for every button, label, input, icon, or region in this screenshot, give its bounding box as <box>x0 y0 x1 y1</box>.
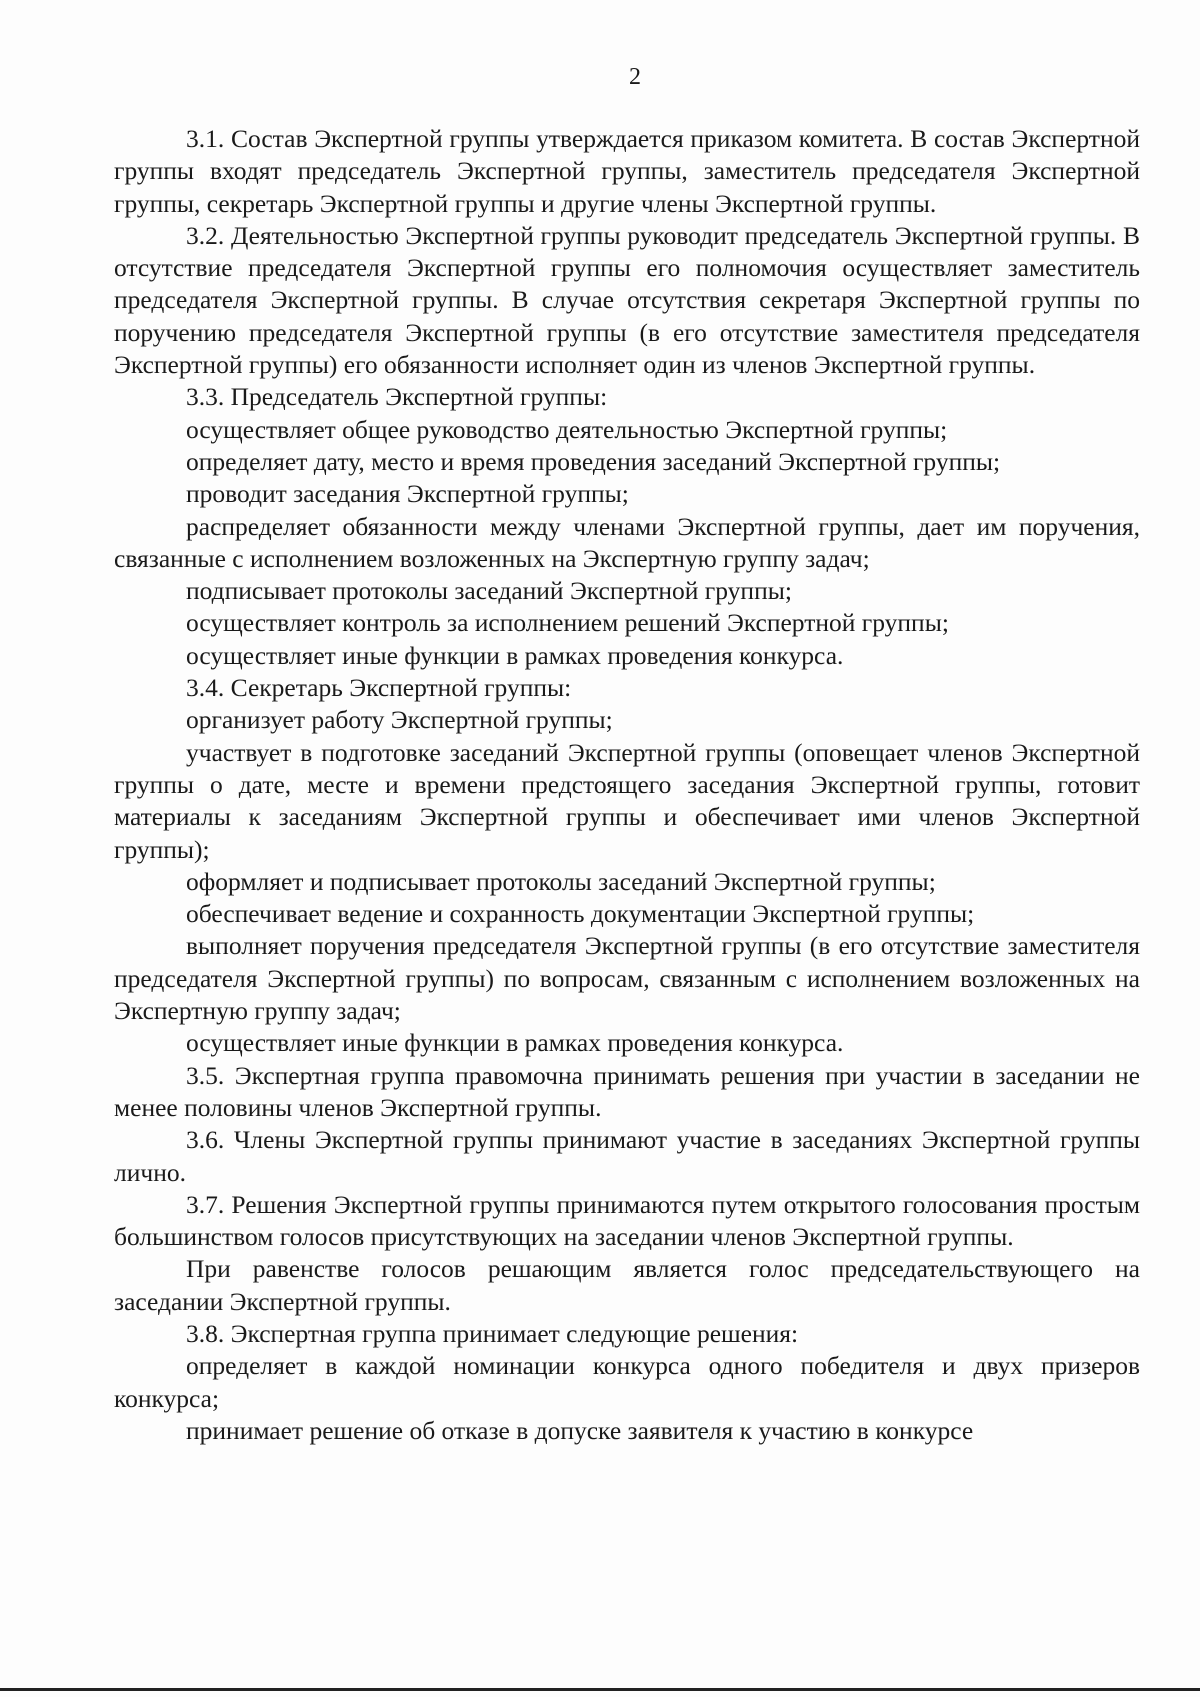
list-item: определяет в каждой номинации конкурса одного победителя и двух призеров конкурса; <box>114 1351 1140 1413</box>
document-body <box>114 123 1140 1447</box>
paragraph-3-6: 3.6. Члены Экспертной группы принимают участие в заседаниях Экспертной группы лично. <box>114 1125 1140 1187</box>
list-item: распределяет обязанности между членами Экспертной группы, дает им поручения, связанные с исполнением возложенных на Экспертную группу задач; <box>114 511 1140 573</box>
paragraph-3-8: 3.8. Экспертная группа принимает следующие решения: <box>186 1318 799 1348</box>
list-item: организует работу Экспертной группы; <box>186 705 613 735</box>
list-item: обеспечивает ведение и сохранность документации Экспертной группы; <box>186 899 975 929</box>
paragraph-3-4: 3.4. Секретарь Экспертной группы: <box>186 673 572 703</box>
list-item: осуществляет контроль за исполнением решений Экспертной группы; <box>186 608 949 638</box>
list-item: проводит заседания Экспертной группы; <box>186 479 629 509</box>
paragraph-tie-vote: При равенстве голосов решающим является голос председательствующего на заседании Экспертной группы. <box>114 1254 1140 1316</box>
list-item: осуществляет иные функции в рамках проведения конкурса. <box>186 640 844 670</box>
list-item: подписывает протоколы заседаний Экспертной группы; <box>186 576 792 606</box>
list-item: определяет дату, место и время проведения заседаний Экспертной группы; <box>186 446 1001 476</box>
paragraph-3-7: 3.7. Решения Экспертной группы принимаются путем открытого голосования простым большинством голосов присутствующих на заседании членов Экспертной группы. <box>114 1189 1140 1252</box>
list-item: осуществляет общее руководство деятельностью Экспертной группы; <box>186 414 948 444</box>
list-item: участвует в подготовке заседаний Экспертной группы (оповещает членов Экспертной группы о дате, месте и времени предстоящего заседания Экспертной группы, готовит материалы к заседаниям Экспертной группы и обеспечивает ими членов Экспертной группы); <box>114 737 1140 864</box>
list-item: выполняет поручения председателя Экспертной группы (в его отсутствие заместителя председателя Экспертной группы) по вопросам, связанным с исполнением возложенных на Экспертную группу задач; <box>114 931 1140 1026</box>
page-number: 2 <box>629 64 641 90</box>
paragraph-3-5: 3.5. Экспертная группа правомочна принимать решения при участии в заседании не менее половины членов Экспертной группы. <box>114 1060 1140 1122</box>
paragraph-3-1: 3.1. Состав Экспертной группы утверждается приказом комитета. В состав Экспертной группы входят председатель Экспертной группы, заместитель председателя Экспертной группы, секретарь Экспертной группы и другие члены Экспертной группы. <box>114 124 1140 218</box>
scan-edge-line <box>0 1688 1200 1691</box>
paragraph-3-3: 3.3. Председатель Экспертной группы: <box>186 382 608 412</box>
paragraph-3-2: 3.2. Деятельностью Экспертной группы руководит председатель Экспертной группы. В отсутствие председателя Экспертной группы его полномочия осуществляет заместитель председателя Экспертной группы. В случае отсутствия секретаря Экспертной группы по поручению председателя Экспертной группы (в его отсутствие заместителя председателя Экспертной группы) его обязанности исполняет один из членов Экспертной группы. <box>114 220 1140 380</box>
list-item: осуществляет иные функции в рамках проведения конкурса. <box>186 1028 844 1058</box>
list-item: оформляет и подписывает протоколы заседаний Экспертной группы; <box>186 866 936 896</box>
list-item: принимает решение об отказе в допуске заявителя к участию в конкурсе <box>186 1415 974 1445</box>
